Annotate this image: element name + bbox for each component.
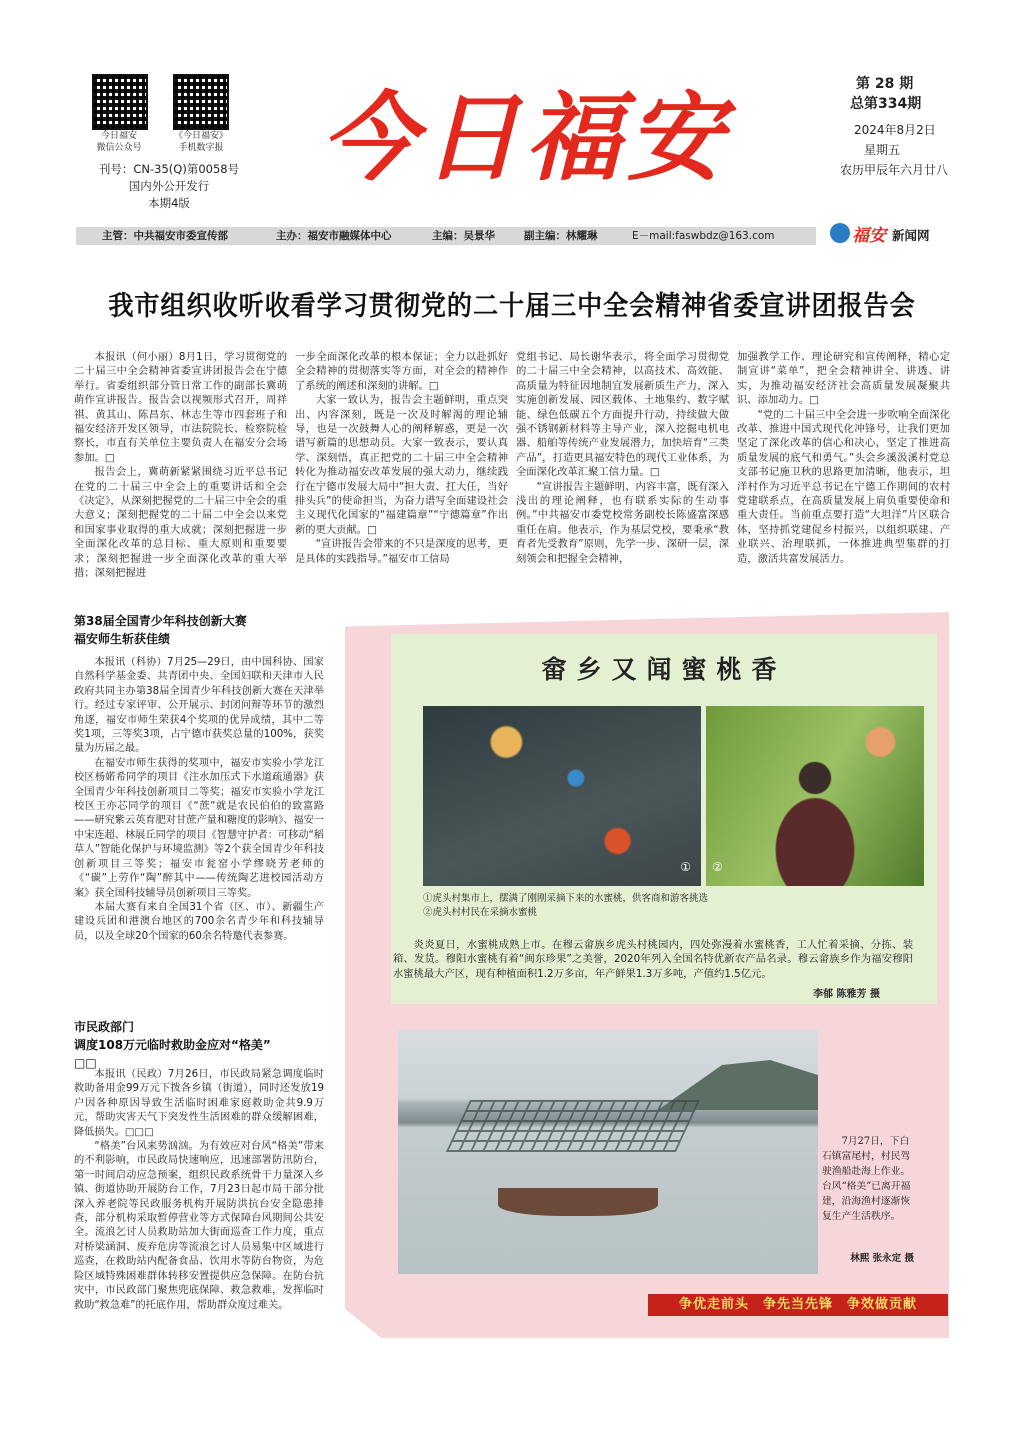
fish-farm-grid	[446, 1100, 700, 1152]
paragraph: “宣讲报告会带来的不只是深度的思考，更是具体的实践指导。”福安市工信局	[295, 538, 508, 565]
fishing-photo-credit: 林熙 张永定 摄	[850, 1253, 914, 1264]
paragraph: “宣讲报告主题鲜明、内容丰富，既有深入浅出的理论阐释，也有联系实际的生动事例。”中共福安市委党校常务副校长陈盛富深感重任在肩。他表示，作为基层党校，要秉承“教育者先受教育”原则，先学一步、深研一层，深刻领会和把握全会精神，	[516, 480, 729, 565]
logo-suffix: 新闻网	[892, 228, 930, 243]
civil-article-title	[74, 1018, 324, 1072]
info-bar	[76, 227, 816, 245]
civil-article-body	[74, 1068, 324, 1346]
lead-column-1	[74, 350, 287, 590]
issue-lunar-date: 农历甲辰年六月廿八	[840, 163, 949, 177]
title-line: 福安师生斩获佳绩	[74, 632, 171, 646]
qr-code-digital	[173, 74, 229, 130]
news-site-logo	[830, 220, 950, 248]
qr2-caption: 《今日福安》 手机数字报	[173, 131, 228, 153]
editor: 主编：吴景华	[432, 230, 495, 242]
publication-number: 刊号：CN-35(Q)第0058号	[98, 162, 240, 176]
photo-credit: 李郁 陈雅芳 摄	[813, 989, 880, 1000]
paragraph: 加强教学工作、理论研究和宣传阐释，精心定制宣讲“菜单”，把全会精神讲全、讲透、讲实，为推动福安经济社会高质量发展凝聚共识、添加动力。□	[737, 351, 950, 407]
publication-info	[84, 161, 254, 212]
issue-weekday: 星期五	[864, 143, 901, 157]
science-article-body	[74, 656, 324, 1006]
paragraph: 本报讯（何小丽）8月1日，学习贯彻党的二十届三中全会精神省委宣讲团报告会在宁德举行。省委组织部分管日常工作的副部长冀萌萌作宣讲报告。报告会以视频形式召开，周祥祺、黄其山、陈昌东、林志生等市四套班子和福安经济开发区领导，市法院院长、检察院检察长，市直有关单位主要负责人在福安分会场参加。□	[74, 351, 287, 464]
lead-column-3	[516, 350, 729, 590]
distribution: 国内外公开发行	[128, 179, 210, 193]
host: 主办：福安市融媒体中心	[276, 230, 392, 242]
issue-block	[840, 74, 970, 180]
paragraph: “党的二十届三中全会进一步吹响全面深化改革、推进中国式现代化冲锋号，让我们更加坚定了深化改革的信心和决心，坚定了推进高质量发展的底气和勇气。”头会乡溪汲溪村党总支部书记施卫秋的思路更加清晰，他表示，坦洋村作为习近平总书记在宁德工作期间的农村党建联系点，在高质量发展上肩负重要使命和重大责任。当前重点要打造“大坦洋”片区联合体，坚持抓党建促乡村振兴，以组织联建、产业联兴、治理联抓，一体推进典型集群的打造，激活共富发展活力。	[737, 408, 950, 565]
fishing-village-photo	[398, 1030, 818, 1274]
issue-total: 总第334期	[850, 96, 922, 112]
deputy-editor: 副主编：林耀琳	[524, 230, 598, 242]
lead-headline-wrap	[0, 284, 1024, 323]
paragraph: 炎炎夏日，水蜜桃成熟上市。在穆云畲族乡虎头村桃园内，四处弥漫着水蜜桃香，工人忙着采摘、分拣、装箱、发货。穆阳水蜜桃有着“闽东珍果”之美誉，2020年列入全国名特优新农产品名录。穆云畲族乡作为福安穆阳水蜜桃最大产区，现有种植面积1.2万多亩，年产鲜果1.3万多吨，产值约1.5亿元。	[393, 939, 913, 980]
paragraph: “格美”台风来势汹汹。为有效应对台风“格美”带来的不利影响，市民政局快速响应，迅速部署防汛防台，第一时间启动应急预案，组织民政系统骨干力量深入乡镇、街道协助开展防台工作，7月23日起市局干部分批深入养老院等民政服务机构开展防洪抗台安全隐患排查，部分机构采取暂停营业等方式保障台风期间公共安全。流浪乞讨人员救助站加大街面巡查工作力度，重点对桥梁涵洞、废弃危房等流浪乞讨人员易集中区域进行巡查，在救助站内配备食品、饮用水等防台物资，为危险区域特殊困难群体转移安置提供应急保障。在防台抗灾中，市民政部门聚焦兜底保障、救急救难，发挥临时救助“救急难”的托底作用，帮助群众度过难关。	[74, 1141, 324, 1311]
science-article-title	[74, 612, 324, 648]
qr1-caption: 今日福安 微信公众号	[96, 131, 142, 153]
logo-text: 福安	[852, 226, 886, 246]
caption-line: ①虎头村集市上，摆满了刚刚采摘下来的水蜜桃，供客商和游客挑选	[423, 893, 709, 904]
paragraph: 在福安市师生获得的奖项中，福安市实验小学龙江校区杨婼希同学的项目《注水加压式下水道疏通器》获全国青少年科技创新项目二等奖；福安市实验小学龙江校区王亦芯同学的项目《“蔗”就是农民伯伯的致富路——研究紫云英育肥对甘蔗产量和糖度的影响》、福安一中宋连超、林展丘同学的项目《智慧守护者：可移动“稻草人”智能化保护与环境监测》等2个获全国青少年科技创新项目三等奖；福安市瓮窑小学缪晓芳老师的《“碳”上劳作“陶”醉其中——传统陶艺进校园活动方案》获全国科技辅导员创新项目三等奖。	[74, 757, 324, 899]
paragraph: 报告会上，冀萌新紧紧围绕习近平总书记在党的二十届三中全会上的重要讲话和全会《决定》，从深刻把握党的二十届三中全会的重大意义；深刻把握党的二十届二中全会以来党和国家事业取得的重大成就；深刻把握进一步全面深化改革的总目标、重大原则和重要要求；深刻把握进一步全面深化改革的重大举措；深刻把握进	[74, 466, 287, 580]
sponsor: 主管：中共福安市委宣传部	[102, 230, 228, 242]
paragraph: 一步全面深化改革的根本保证；全力以赴抓好全会精神的贯彻落实等方面，对全会的精神作了系统的阐述和深刻的讲解。□	[295, 351, 508, 392]
paragraph: 本届大赛有来自全国31个省（区、市）、新疆生产建设兵团和港澳台地区的700余名青少年和科技辅导员，以及全球20个国家的60余名特邀代表参赛。	[74, 901, 324, 942]
page-count: 本期4版	[148, 196, 190, 210]
title-line: 调度108万元临时救助金应对“格美” □□	[74, 1038, 271, 1070]
market-photo	[423, 706, 701, 886]
lead-column-2	[295, 350, 508, 590]
paragraph: 本报讯（科协）7月25—29日，由中国科协、国家自然科学基金委、共青团中央、全国妇联和天津市人民政府共同主办第38届全国青少年科技创新大赛在天津举行。经过专家评审、公开展示、封闭问辩等环节的激烈角逐，福安市师生荣获4个奖项的优异成绩，其中二等奖1项，三等奖3项，占宁德市获奖总量的100%，获奖量为历届之最。	[74, 657, 324, 755]
qr-code-wechat	[92, 74, 148, 130]
photo-feature-title: 畲乡又闻蜜桃香	[541, 655, 787, 684]
email: E－mail:faswbdz@163.com	[632, 230, 775, 242]
title-line: 第38届全国青少年科技创新大赛	[74, 614, 247, 628]
fishing-boat	[498, 1188, 658, 1216]
slogan-banner: 争优走前头 争先当先锋 争效做贡献	[648, 1294, 948, 1316]
issue-number: 第 28 期	[856, 76, 914, 92]
photo-feature-body	[393, 938, 913, 984]
paragraph: 大家一致认为，报告会主题鲜明，重点突出、内容深刻，既是一次及时解渴的理论辅导，也是一次鼓舞人心的阐释解惑，更是一次谱写新篇的思想动员。大家一致表示，要认真学、深刻悟，真正把党的二十届三中全会精神转化为推动福安改革发展的强大动力，继续践行在宁德市发展大局中“担大责、扛大任，当好排头兵”的使命担当，为奋力谱写全面建设社会主义现代化国家的“福建篇章”“宁德篇章”作出新的更大贡献。□	[295, 394, 508, 536]
lead-column-4	[737, 350, 950, 590]
peach-picking-photo	[706, 706, 924, 886]
title-line: 市民政部门	[74, 1020, 135, 1034]
masthead-title: 今日福安	[321, 81, 729, 194]
paragraph: 党组书记、局长谢华表示，将全面学习贯彻党的二十届三中全会精神，以高技术、高效能、高质量为特征因地制宜发展新质生产力，深入实施创新发展、园区载体、土地集约、数字赋能、绿色低碳五个方面提升行动，持续做大做强不锈钢新材料等主导产业，深入挖掘电机电器、船舶等传统产业发展潜力，加快培育“三类产品”，打造更具福安特色的现代工业体系，为全面深化改革汇聚工信力量。□	[516, 351, 729, 479]
issue-date: 2024年8月2日	[854, 123, 936, 137]
caption-line: ②虎头村村民在采摘水蜜桃	[423, 907, 538, 918]
lead-headline: 我市组织收听收看学习贯彻党的二十届三中全会精神省委宣讲团报告会	[108, 291, 916, 322]
photo-marker: ②	[712, 860, 723, 874]
globe-icon	[830, 223, 850, 243]
fishing-caption: 7月27日，下白石镇富尾村，村民驾驶渔船赴海上作业。台风“格美”已离开福建，沿海渔村逐渐恢复生产生活秩序。	[822, 1136, 911, 1222]
photo-captions	[423, 892, 923, 920]
paragraph: 本报讯（民政）7月26日，市民政局紧急调度临时救助备用金99万元下拨各乡镇（街道），同时还发放19户因各种原因导致生活临时困难家庭救助金共9.9万元，帮助灾害天气下突发性生活困难的群众缓解困难，降低损失。□□□	[74, 1069, 324, 1138]
photo-marker: ①	[680, 860, 691, 874]
